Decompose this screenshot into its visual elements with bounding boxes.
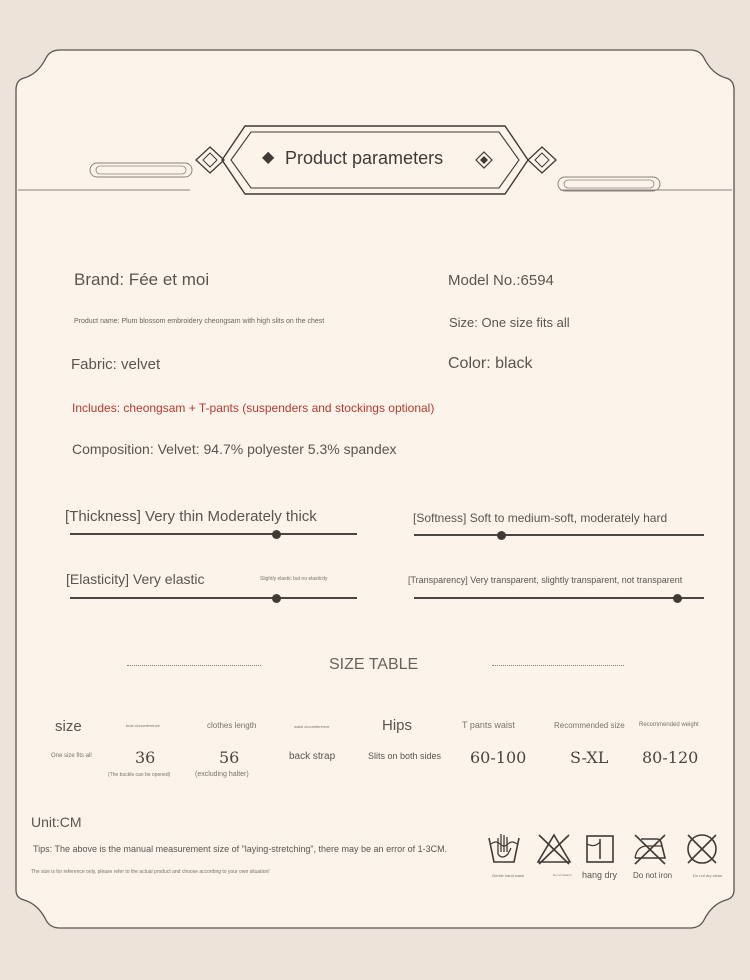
note-buckle: (The buckle can be opened) xyxy=(108,772,171,778)
header-recommended-size: Recommended size xyxy=(554,721,625,730)
elasticity-note: Slightly elastic but no elasticity xyxy=(260,576,328,582)
softness-label: [Softness] Soft to medium-soft, moderately hard xyxy=(413,511,668,525)
fabric: Fabric: velvet xyxy=(71,356,161,373)
care-label-hang-dry: hang dry xyxy=(582,870,618,880)
size: Size: One size fits all xyxy=(449,315,570,330)
header-waist: waist circumference xyxy=(294,724,330,729)
hand-wash-icon xyxy=(486,830,522,866)
cell-waist: back strap xyxy=(289,751,336,762)
divider-right xyxy=(492,665,624,666)
cell-bust: 36 xyxy=(135,748,156,767)
care-label-hand-wash: Gentle hand wash xyxy=(492,873,525,878)
care-label-dry-clean: Do not dry clean xyxy=(693,873,723,878)
cell-t-pants-waist: 60-100 xyxy=(470,748,527,767)
header-length: clothes length xyxy=(207,721,257,730)
hang-dry-icon xyxy=(585,834,615,864)
tips: Tips: The above is the manual measurement size of "laying-stretching", there may be an error of 1-3CM. xyxy=(33,844,448,854)
softness-marker xyxy=(497,531,506,540)
unit: Unit:CM xyxy=(31,814,82,830)
care-label-bleach: Do not bleach xyxy=(553,873,572,877)
composition: Composition: Velvet: 94.7% polyester 5.3% spandex xyxy=(72,441,397,457)
header-bust: bust circumference xyxy=(126,723,160,728)
care-label-iron: Do not iron xyxy=(633,871,673,880)
elasticity-scale xyxy=(70,597,357,599)
divider-left xyxy=(127,665,261,666)
thickness-label: [Thickness] Very thin Moderately thick xyxy=(65,508,317,525)
cell-length: 56 xyxy=(219,748,240,767)
header-recommended-weight: Recommended weight xyxy=(639,722,699,728)
disclaimer: The size is for reference only, please refer to the actual product and choose according to your own situation! xyxy=(31,869,270,875)
banner-title: Product parameters xyxy=(285,148,444,168)
cell-hips: Slits on both sides xyxy=(368,751,442,761)
note-halter: (excluding halter) xyxy=(195,771,249,778)
product-name: Product name: Plum blossom embroidery cheongsam with high slits on the chest xyxy=(74,318,325,325)
cell-recommended-size: S-XL xyxy=(570,748,609,767)
diamond-icon: ◆ xyxy=(262,149,275,166)
color: Color: black xyxy=(448,355,533,372)
elasticity-label: [Elasticity] Very elastic xyxy=(66,571,205,587)
header-hips: Hips xyxy=(382,717,413,734)
transparency-label: [Transparency] Very transparent, slightly transparent, not transparent xyxy=(408,575,683,585)
brand: Brand: Fée et moi xyxy=(74,270,210,289)
size-table-title: SIZE TABLE xyxy=(329,656,419,673)
includes: Includes: cheongsam + T-pants (suspenders and stockings optional) xyxy=(72,401,435,415)
transparency-scale xyxy=(414,597,704,599)
cell-size: One size fits all xyxy=(51,753,92,759)
header-t-pants-waist: T pants waist xyxy=(462,720,515,730)
softness-scale xyxy=(414,534,704,536)
header-size: size xyxy=(55,718,82,735)
thickness-scale xyxy=(70,533,357,535)
do-not-dry-clean-icon xyxy=(684,832,720,866)
do-not-iron-icon xyxy=(631,832,669,866)
cell-recommended-weight: 80-120 xyxy=(642,748,699,767)
do-not-bleach-icon xyxy=(536,832,572,866)
model-number: Model No.:6594 xyxy=(448,272,554,289)
